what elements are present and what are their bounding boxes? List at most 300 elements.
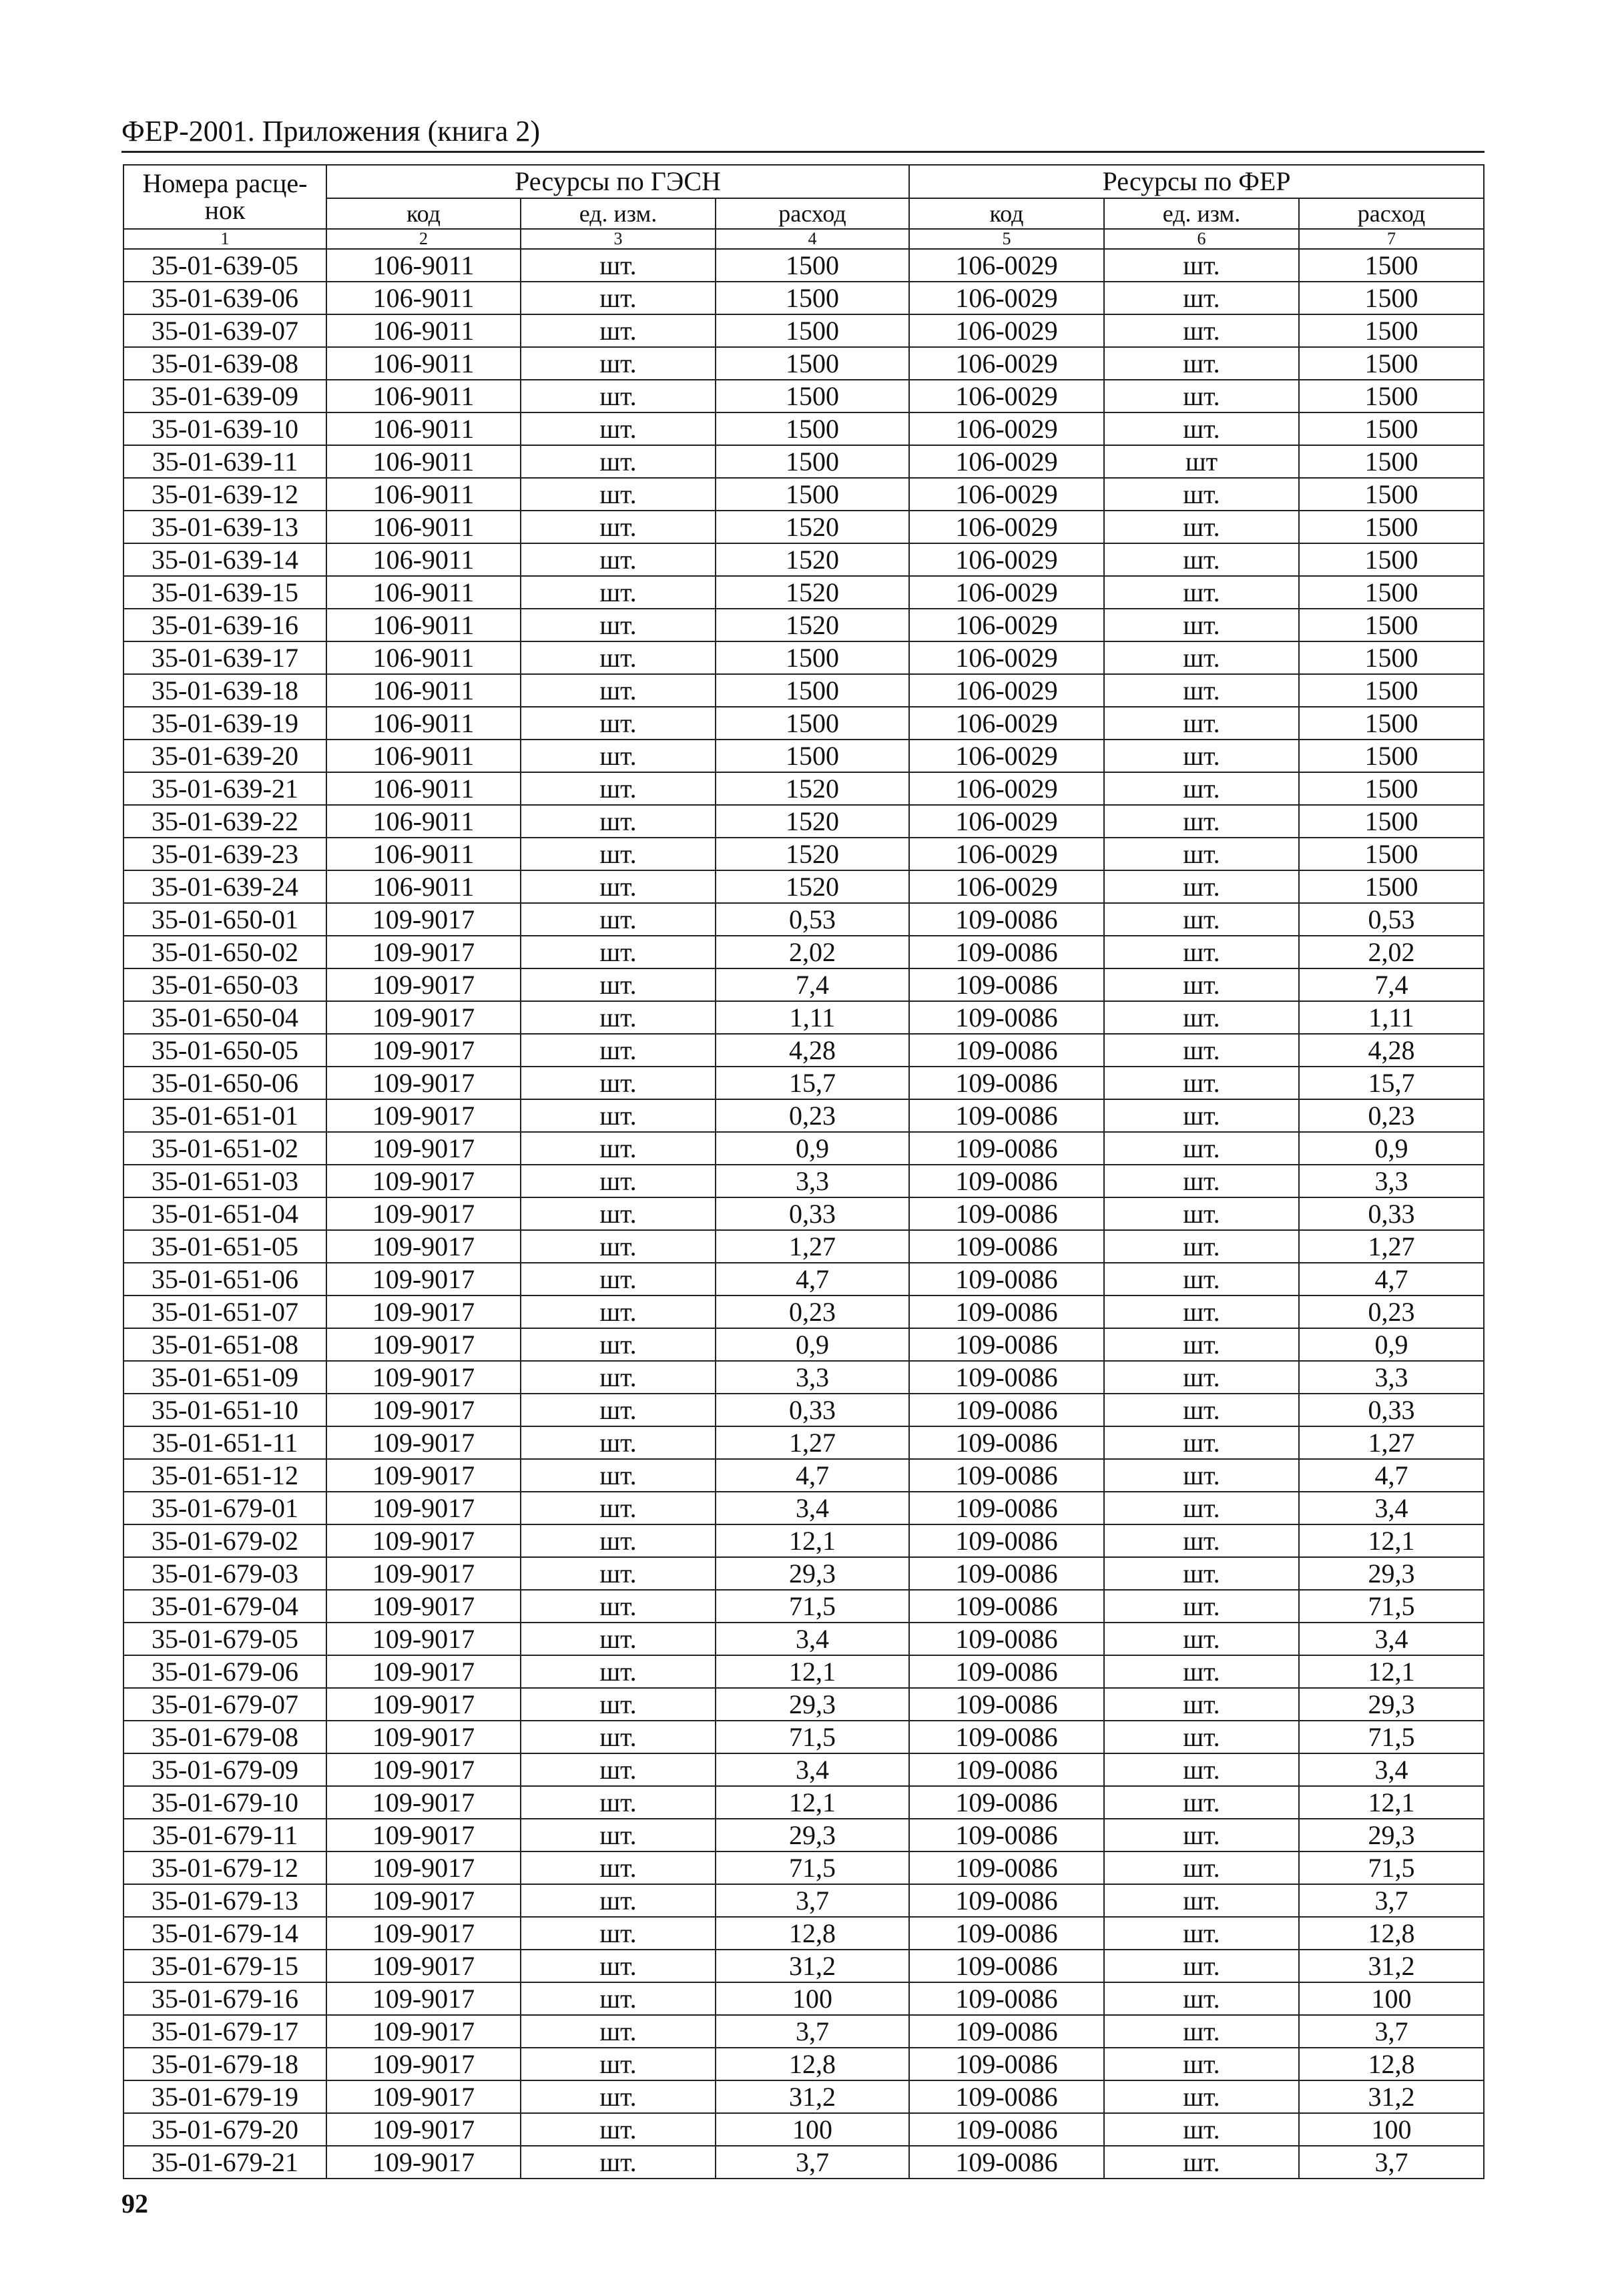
gesn-unit-cell: шт. bbox=[521, 1099, 716, 1132]
gesn-unit-cell: шт. bbox=[521, 576, 716, 609]
group-header-fer: Ресурсы по ФЕР bbox=[909, 165, 1484, 198]
rate-number-cell: 35-01-679-21 bbox=[123, 2146, 326, 2179]
gesn-unit-cell: шт. bbox=[521, 511, 716, 543]
subheader-gesn-code: код bbox=[326, 198, 521, 229]
fer-code-cell: 109-0086 bbox=[909, 1982, 1104, 2015]
gesn-code-cell: 106-9011 bbox=[326, 380, 521, 412]
table-row bbox=[123, 1034, 1484, 1067]
table-row bbox=[123, 314, 1484, 347]
fer-code-cell: 106-0029 bbox=[909, 674, 1104, 707]
rate-number-cell: 35-01-639-23 bbox=[123, 838, 326, 870]
gesn-code-cell: 106-9011 bbox=[326, 641, 521, 674]
table-body bbox=[123, 249, 1484, 2179]
gesn-consumption-cell: 1500 bbox=[716, 412, 909, 445]
fer-code-cell: 109-0086 bbox=[909, 1950, 1104, 1982]
gesn-consumption-cell: 71,5 bbox=[716, 1721, 909, 1753]
gesn-unit-cell: шт. bbox=[521, 2113, 716, 2146]
gesn-consumption-cell: 1520 bbox=[716, 838, 909, 870]
fer-code-cell: 106-0029 bbox=[909, 805, 1104, 838]
gesn-consumption-cell: 1500 bbox=[716, 674, 909, 707]
table-row bbox=[123, 1623, 1484, 1655]
gesn-code-cell: 109-9017 bbox=[326, 1067, 521, 1099]
fer-unit-cell: шт. bbox=[1104, 707, 1299, 740]
fer-code-cell: 109-0086 bbox=[909, 1557, 1104, 1590]
table-row bbox=[123, 1917, 1484, 1950]
rate-number-cell: 35-01-651-07 bbox=[123, 1296, 326, 1328]
fer-unit-cell: шт. bbox=[1104, 1459, 1299, 1492]
table-row bbox=[123, 249, 1484, 282]
subheader-fer-code: код bbox=[909, 198, 1104, 229]
fer-unit-cell: шт. bbox=[1104, 838, 1299, 870]
fer-code-cell: 109-0086 bbox=[909, 1099, 1104, 1132]
fer-consumption-cell: 1500 bbox=[1299, 609, 1484, 641]
rate-number-cell: 35-01-651-12 bbox=[123, 1459, 326, 1492]
fer-unit-cell: шт. bbox=[1104, 1034, 1299, 1067]
fer-code-cell: 109-0086 bbox=[909, 1001, 1104, 1034]
gesn-consumption-cell: 1,27 bbox=[716, 1230, 909, 1263]
rate-number-cell: 35-01-639-08 bbox=[123, 347, 326, 380]
fer-unit-cell: шт. bbox=[1104, 805, 1299, 838]
gesn-unit-cell: шт. bbox=[521, 772, 716, 805]
table-row bbox=[123, 1426, 1484, 1459]
fer-code-cell: 109-0086 bbox=[909, 1655, 1104, 1688]
table-row bbox=[123, 1296, 1484, 1328]
gesn-code-cell: 109-9017 bbox=[326, 2015, 521, 2048]
fer-code-cell: 109-0086 bbox=[909, 1884, 1104, 1917]
rate-number-cell: 35-01-679-17 bbox=[123, 2015, 326, 2048]
rate-number-cell: 35-01-639-07 bbox=[123, 314, 326, 347]
gesn-consumption-cell: 1,11 bbox=[716, 1001, 909, 1034]
rate-number-cell: 35-01-651-02 bbox=[123, 1132, 326, 1165]
gesn-code-cell: 106-9011 bbox=[326, 249, 521, 282]
subheader-gesn-unit: ед. изм. bbox=[521, 198, 716, 229]
gesn-unit-cell: шт. bbox=[521, 1884, 716, 1917]
gesn-consumption-cell: 3,7 bbox=[716, 1884, 909, 1917]
table-row bbox=[123, 707, 1484, 740]
fer-consumption-cell: 31,2 bbox=[1299, 1950, 1484, 1982]
rate-number-cell: 35-01-679-03 bbox=[123, 1557, 326, 1590]
gesn-consumption-cell: 3,4 bbox=[716, 1753, 909, 1786]
table-row bbox=[123, 1851, 1484, 1884]
rate-number-cell: 35-01-651-09 bbox=[123, 1361, 326, 1394]
fer-unit-cell: шт. bbox=[1104, 282, 1299, 314]
rate-number-cell: 35-01-679-05 bbox=[123, 1623, 326, 1655]
gesn-code-cell: 106-9011 bbox=[326, 314, 521, 347]
fer-code-cell: 109-0086 bbox=[909, 1296, 1104, 1328]
gesn-consumption-cell: 3,3 bbox=[716, 1361, 909, 1394]
fer-unit-cell: шт. bbox=[1104, 641, 1299, 674]
column-number: 6 bbox=[1104, 229, 1299, 249]
fer-consumption-cell: 1500 bbox=[1299, 674, 1484, 707]
gesn-consumption-cell: 71,5 bbox=[716, 1590, 909, 1623]
fer-consumption-cell: 1500 bbox=[1299, 347, 1484, 380]
fer-unit-cell: шт. bbox=[1104, 740, 1299, 772]
fer-unit-cell: шт. bbox=[1104, 1132, 1299, 1165]
rate-number-cell: 35-01-639-17 bbox=[123, 641, 326, 674]
rate-number-cell: 35-01-679-10 bbox=[123, 1786, 326, 1819]
gesn-consumption-cell: 0,33 bbox=[716, 1197, 909, 1230]
gesn-consumption-cell: 1500 bbox=[716, 707, 909, 740]
gesn-unit-cell: шт. bbox=[521, 1067, 716, 1099]
fer-consumption-cell: 7,4 bbox=[1299, 968, 1484, 1001]
table-row bbox=[123, 1361, 1484, 1394]
fer-code-cell: 106-0029 bbox=[909, 772, 1104, 805]
column-number: 1 bbox=[123, 229, 326, 249]
gesn-consumption-cell: 29,3 bbox=[716, 1819, 909, 1851]
table-row bbox=[123, 347, 1484, 380]
table-row bbox=[123, 903, 1484, 936]
gesn-consumption-cell: 2,02 bbox=[716, 936, 909, 968]
fer-consumption-cell: 3,7 bbox=[1299, 2015, 1484, 2048]
table-row bbox=[123, 805, 1484, 838]
rate-number-cell: 35-01-651-06 bbox=[123, 1263, 326, 1296]
rate-number-cell: 35-01-651-03 bbox=[123, 1165, 326, 1197]
gesn-unit-cell: шт. bbox=[521, 1753, 716, 1786]
fer-consumption-cell: 3,3 bbox=[1299, 1361, 1484, 1394]
gesn-consumption-cell: 3,7 bbox=[716, 2015, 909, 2048]
table-row bbox=[123, 1001, 1484, 1034]
fer-unit-cell: шт. bbox=[1104, 1851, 1299, 1884]
gesn-consumption-cell: 1500 bbox=[716, 478, 909, 511]
gesn-consumption-cell: 1500 bbox=[716, 347, 909, 380]
table-row bbox=[123, 282, 1484, 314]
fer-code-cell: 109-0086 bbox=[909, 1917, 1104, 1950]
fer-unit-cell: шт. bbox=[1104, 314, 1299, 347]
fer-code-cell: 109-0086 bbox=[909, 1230, 1104, 1263]
fer-unit-cell: шт. bbox=[1104, 347, 1299, 380]
gesn-unit-cell: шт. bbox=[521, 805, 716, 838]
fer-consumption-cell: 12,8 bbox=[1299, 1917, 1484, 1950]
gesn-code-cell: 109-9017 bbox=[326, 1394, 521, 1426]
fer-code-cell: 109-0086 bbox=[909, 1524, 1104, 1557]
gesn-unit-cell: шт. bbox=[521, 1165, 716, 1197]
fer-unit-cell: шт. bbox=[1104, 1721, 1299, 1753]
table-row bbox=[123, 1884, 1484, 1917]
fer-consumption-cell: 1500 bbox=[1299, 707, 1484, 740]
gesn-consumption-cell: 71,5 bbox=[716, 1851, 909, 1884]
gesn-consumption-cell: 4,7 bbox=[716, 1263, 909, 1296]
fer-unit-cell: шт. bbox=[1104, 1884, 1299, 1917]
gesn-unit-cell: шт. bbox=[521, 1034, 716, 1067]
fer-consumption-cell: 12,8 bbox=[1299, 2048, 1484, 2080]
fer-consumption-cell: 1,27 bbox=[1299, 1426, 1484, 1459]
rate-number-cell: 35-01-679-09 bbox=[123, 1753, 326, 1786]
table-row bbox=[123, 2080, 1484, 2113]
fer-code-cell: 106-0029 bbox=[909, 380, 1104, 412]
gesn-unit-cell: шт. bbox=[521, 282, 716, 314]
gesn-unit-cell: шт. bbox=[521, 1917, 716, 1950]
fer-unit-cell: шт bbox=[1104, 445, 1299, 478]
fer-unit-cell: шт. bbox=[1104, 968, 1299, 1001]
rate-number-cell: 35-01-639-22 bbox=[123, 805, 326, 838]
column-number: 5 bbox=[909, 229, 1104, 249]
subheader-fer-unit: ед. изм. bbox=[1104, 198, 1299, 229]
rate-number-cell: 35-01-639-11 bbox=[123, 445, 326, 478]
gesn-consumption-cell: 100 bbox=[716, 1982, 909, 2015]
rate-number-cell: 35-01-679-16 bbox=[123, 1982, 326, 2015]
fer-unit-cell: шт. bbox=[1104, 1819, 1299, 1851]
rate-number-cell: 35-01-639-24 bbox=[123, 870, 326, 903]
gesn-unit-cell: шт. bbox=[521, 936, 716, 968]
rate-number-cell: 35-01-650-05 bbox=[123, 1034, 326, 1067]
gesn-unit-cell: шт. bbox=[521, 249, 716, 282]
gesn-consumption-cell: 0,23 bbox=[716, 1099, 909, 1132]
gesn-consumption-cell: 1520 bbox=[716, 511, 909, 543]
gesn-code-cell: 109-9017 bbox=[326, 1786, 521, 1819]
fer-unit-cell: шт. bbox=[1104, 1688, 1299, 1721]
table-row bbox=[123, 674, 1484, 707]
gesn-consumption-cell: 12,1 bbox=[716, 1524, 909, 1557]
gesn-consumption-cell: 3,7 bbox=[716, 2146, 909, 2179]
gesn-unit-cell: шт. bbox=[521, 903, 716, 936]
table-row bbox=[123, 1230, 1484, 1263]
table-row bbox=[123, 2113, 1484, 2146]
fer-code-cell: 106-0029 bbox=[909, 543, 1104, 576]
fer-unit-cell: шт. bbox=[1104, 1950, 1299, 1982]
fer-unit-cell: шт. bbox=[1104, 543, 1299, 576]
fer-unit-cell: шт. bbox=[1104, 478, 1299, 511]
fer-consumption-cell: 0,9 bbox=[1299, 1132, 1484, 1165]
gesn-consumption-cell: 1500 bbox=[716, 380, 909, 412]
gesn-unit-cell: шт. bbox=[521, 1950, 716, 1982]
fer-consumption-cell: 3,4 bbox=[1299, 1753, 1484, 1786]
fer-unit-cell: шт. bbox=[1104, 2080, 1299, 2113]
rate-number-cell: 35-01-650-01 bbox=[123, 903, 326, 936]
gesn-code-cell: 109-9017 bbox=[326, 1099, 521, 1132]
gesn-unit-cell: шт. bbox=[521, 1001, 716, 1034]
fer-code-cell: 109-0086 bbox=[909, 1263, 1104, 1296]
rate-number-cell: 35-01-679-01 bbox=[123, 1492, 326, 1524]
fer-code-cell: 109-0086 bbox=[909, 968, 1104, 1001]
gesn-consumption-cell: 12,1 bbox=[716, 1655, 909, 1688]
gesn-unit-cell: шт. bbox=[521, 870, 716, 903]
rate-number-cell: 35-01-679-08 bbox=[123, 1721, 326, 1753]
fer-code-cell: 109-0086 bbox=[909, 1197, 1104, 1230]
gesn-unit-cell: шт. bbox=[521, 2015, 716, 2048]
gesn-code-cell: 106-9011 bbox=[326, 347, 521, 380]
gesn-unit-cell: шт. bbox=[521, 1394, 716, 1426]
rate-number-cell: 35-01-639-15 bbox=[123, 576, 326, 609]
fer-unit-cell: шт. bbox=[1104, 1786, 1299, 1819]
fer-consumption-cell: 1500 bbox=[1299, 838, 1484, 870]
rate-number-cell: 35-01-679-12 bbox=[123, 1851, 326, 1884]
rate-number-cell: 35-01-679-06 bbox=[123, 1655, 326, 1688]
fer-consumption-cell: 12,1 bbox=[1299, 1524, 1484, 1557]
gesn-code-cell: 106-9011 bbox=[326, 511, 521, 543]
gesn-code-cell: 106-9011 bbox=[326, 805, 521, 838]
gesn-code-cell: 106-9011 bbox=[326, 576, 521, 609]
rate-number-cell: 35-01-639-14 bbox=[123, 543, 326, 576]
fer-consumption-cell: 1,27 bbox=[1299, 1230, 1484, 1263]
gesn-code-cell: 109-9017 bbox=[326, 1950, 521, 1982]
rate-number-cell: 35-01-679-18 bbox=[123, 2048, 326, 2080]
table-row bbox=[123, 576, 1484, 609]
table-row bbox=[123, 772, 1484, 805]
rate-number-cell: 35-01-639-13 bbox=[123, 511, 326, 543]
gesn-code-cell: 109-9017 bbox=[326, 1917, 521, 1950]
table-row bbox=[123, 1950, 1484, 1982]
gesn-consumption-cell: 1520 bbox=[716, 772, 909, 805]
gesn-unit-cell: шт. bbox=[521, 2080, 716, 2113]
fer-consumption-cell: 3,3 bbox=[1299, 1165, 1484, 1197]
fer-code-cell: 109-0086 bbox=[909, 1753, 1104, 1786]
fer-code-cell: 109-0086 bbox=[909, 1426, 1104, 1459]
gesn-consumption-cell: 0,9 bbox=[716, 1132, 909, 1165]
table-row bbox=[123, 968, 1484, 1001]
gesn-code-cell: 106-9011 bbox=[326, 543, 521, 576]
gesn-unit-cell: шт. bbox=[521, 674, 716, 707]
gesn-consumption-cell: 0,9 bbox=[716, 1328, 909, 1361]
fer-consumption-cell: 0,33 bbox=[1299, 1197, 1484, 1230]
gesn-code-cell: 106-9011 bbox=[326, 478, 521, 511]
gesn-code-cell: 109-9017 bbox=[326, 2113, 521, 2146]
fer-unit-cell: шт. bbox=[1104, 1655, 1299, 1688]
fer-consumption-cell: 1500 bbox=[1299, 249, 1484, 282]
resources-table bbox=[123, 164, 1485, 2179]
fer-unit-cell: шт. bbox=[1104, 1165, 1299, 1197]
rate-number-cell: 35-01-650-02 bbox=[123, 936, 326, 968]
gesn-code-cell: 109-9017 bbox=[326, 1721, 521, 1753]
fer-unit-cell: шт. bbox=[1104, 870, 1299, 903]
table-row bbox=[123, 609, 1484, 641]
rate-number-cell: 35-01-651-11 bbox=[123, 1426, 326, 1459]
gesn-consumption-cell: 1500 bbox=[716, 282, 909, 314]
gesn-code-cell: 109-9017 bbox=[326, 1623, 521, 1655]
gesn-code-cell: 109-9017 bbox=[326, 2048, 521, 2080]
gesn-consumption-cell: 0,23 bbox=[716, 1296, 909, 1328]
gesn-code-cell: 109-9017 bbox=[326, 1426, 521, 1459]
gesn-code-cell: 109-9017 bbox=[326, 1492, 521, 1524]
gesn-code-cell: 106-9011 bbox=[326, 740, 521, 772]
gesn-code-cell: 106-9011 bbox=[326, 772, 521, 805]
fer-code-cell: 109-0086 bbox=[909, 1688, 1104, 1721]
fer-unit-cell: шт. bbox=[1104, 1067, 1299, 1099]
rate-number-cell: 35-01-651-01 bbox=[123, 1099, 326, 1132]
fer-consumption-cell: 1500 bbox=[1299, 543, 1484, 576]
gesn-consumption-cell: 4,7 bbox=[716, 1459, 909, 1492]
gesn-consumption-cell: 3,4 bbox=[716, 1623, 909, 1655]
fer-code-cell: 106-0029 bbox=[909, 511, 1104, 543]
fer-code-cell: 106-0029 bbox=[909, 347, 1104, 380]
gesn-consumption-cell: 12,8 bbox=[716, 1917, 909, 1950]
fer-unit-cell: шт. bbox=[1104, 1197, 1299, 1230]
fer-code-cell: 109-0086 bbox=[909, 1623, 1104, 1655]
fer-consumption-cell: 29,3 bbox=[1299, 1688, 1484, 1721]
gesn-code-cell: 109-9017 bbox=[326, 1851, 521, 1884]
running-header: ФЕР-2001. Приложения (книга 2) bbox=[121, 115, 540, 148]
gesn-unit-cell: шт. bbox=[521, 445, 716, 478]
fer-consumption-cell: 71,5 bbox=[1299, 1590, 1484, 1623]
rate-number-cell: 35-01-651-08 bbox=[123, 1328, 326, 1361]
fer-consumption-cell: 71,5 bbox=[1299, 1721, 1484, 1753]
fer-consumption-cell: 1500 bbox=[1299, 641, 1484, 674]
table-row bbox=[123, 1982, 1484, 2015]
fer-code-cell: 109-0086 bbox=[909, 1132, 1104, 1165]
table-row bbox=[123, 1590, 1484, 1623]
table-row bbox=[123, 2048, 1484, 2080]
fer-code-cell: 109-0086 bbox=[909, 2146, 1104, 2179]
table-row bbox=[123, 1132, 1484, 1165]
fer-consumption-cell: 1500 bbox=[1299, 740, 1484, 772]
gesn-consumption-cell: 1500 bbox=[716, 740, 909, 772]
fer-consumption-cell: 29,3 bbox=[1299, 1819, 1484, 1851]
table-row bbox=[123, 511, 1484, 543]
gesn-unit-cell: шт. bbox=[521, 1230, 716, 1263]
fer-consumption-cell: 2,02 bbox=[1299, 936, 1484, 968]
table-row bbox=[123, 870, 1484, 903]
rate-number-cell: 35-01-651-10 bbox=[123, 1394, 326, 1426]
fer-consumption-cell: 0,23 bbox=[1299, 1099, 1484, 1132]
fer-unit-cell: шт. bbox=[1104, 1099, 1299, 1132]
table-row bbox=[123, 478, 1484, 511]
fer-code-cell: 109-0086 bbox=[909, 1394, 1104, 1426]
table-row bbox=[123, 1492, 1484, 1524]
fer-unit-cell: шт. bbox=[1104, 1426, 1299, 1459]
column-number: 3 bbox=[521, 229, 716, 249]
fer-consumption-cell: 31,2 bbox=[1299, 2080, 1484, 2113]
gesn-unit-cell: шт. bbox=[521, 1982, 716, 2015]
fer-consumption-cell: 3,4 bbox=[1299, 1492, 1484, 1524]
fer-unit-cell: шт. bbox=[1104, 1361, 1299, 1394]
fer-code-cell: 109-0086 bbox=[909, 1328, 1104, 1361]
fer-unit-cell: шт. bbox=[1104, 1492, 1299, 1524]
table-row bbox=[123, 1524, 1484, 1557]
fer-consumption-cell: 1500 bbox=[1299, 805, 1484, 838]
gesn-unit-cell: шт. bbox=[521, 707, 716, 740]
gesn-code-cell: 109-9017 bbox=[326, 1819, 521, 1851]
gesn-consumption-cell: 1500 bbox=[716, 445, 909, 478]
fer-consumption-cell: 1500 bbox=[1299, 445, 1484, 478]
rate-number-cell: 35-01-651-04 bbox=[123, 1197, 326, 1230]
fer-consumption-cell: 0,33 bbox=[1299, 1394, 1484, 1426]
gesn-code-cell: 109-9017 bbox=[326, 1655, 521, 1688]
fer-consumption-cell: 4,28 bbox=[1299, 1034, 1484, 1067]
gesn-unit-cell: шт. bbox=[521, 1263, 716, 1296]
fer-consumption-cell: 0,9 bbox=[1299, 1328, 1484, 1361]
fer-code-cell: 109-0086 bbox=[909, 2080, 1104, 2113]
fer-consumption-cell: 71,5 bbox=[1299, 1851, 1484, 1884]
fer-code-cell: 106-0029 bbox=[909, 740, 1104, 772]
gesn-unit-cell: шт. bbox=[521, 740, 716, 772]
table-row bbox=[123, 1197, 1484, 1230]
rate-number-cell: 35-01-639-09 bbox=[123, 380, 326, 412]
gesn-code-cell: 109-9017 bbox=[326, 1197, 521, 1230]
table-row bbox=[123, 1786, 1484, 1819]
gesn-code-cell: 109-9017 bbox=[326, 1361, 521, 1394]
page-number: 92 bbox=[121, 2189, 148, 2219]
gesn-code-cell: 106-9011 bbox=[326, 609, 521, 641]
gesn-unit-cell: шт. bbox=[521, 1819, 716, 1851]
gesn-code-cell: 109-9017 bbox=[326, 1001, 521, 1034]
fer-code-cell: 106-0029 bbox=[909, 707, 1104, 740]
rate-number-cell: 35-01-651-05 bbox=[123, 1230, 326, 1263]
fer-code-cell: 109-0086 bbox=[909, 1819, 1104, 1851]
fer-consumption-cell: 100 bbox=[1299, 2113, 1484, 2146]
gesn-code-cell: 109-9017 bbox=[326, 1884, 521, 1917]
col-header-rates: Номера расце-нок bbox=[123, 165, 326, 229]
table-row bbox=[123, 2015, 1484, 2048]
rate-number-cell: 35-01-679-20 bbox=[123, 2113, 326, 2146]
gesn-unit-cell: шт. bbox=[521, 412, 716, 445]
gesn-code-cell: 106-9011 bbox=[326, 674, 521, 707]
gesn-code-cell: 109-9017 bbox=[326, 1753, 521, 1786]
rate-number-cell: 35-01-639-06 bbox=[123, 282, 326, 314]
gesn-code-cell: 109-9017 bbox=[326, 2080, 521, 2113]
gesn-consumption-cell: 0,53 bbox=[716, 903, 909, 936]
fer-code-cell: 109-0086 bbox=[909, 1851, 1104, 1884]
fer-code-cell: 106-0029 bbox=[909, 478, 1104, 511]
gesn-unit-cell: шт. bbox=[521, 968, 716, 1001]
